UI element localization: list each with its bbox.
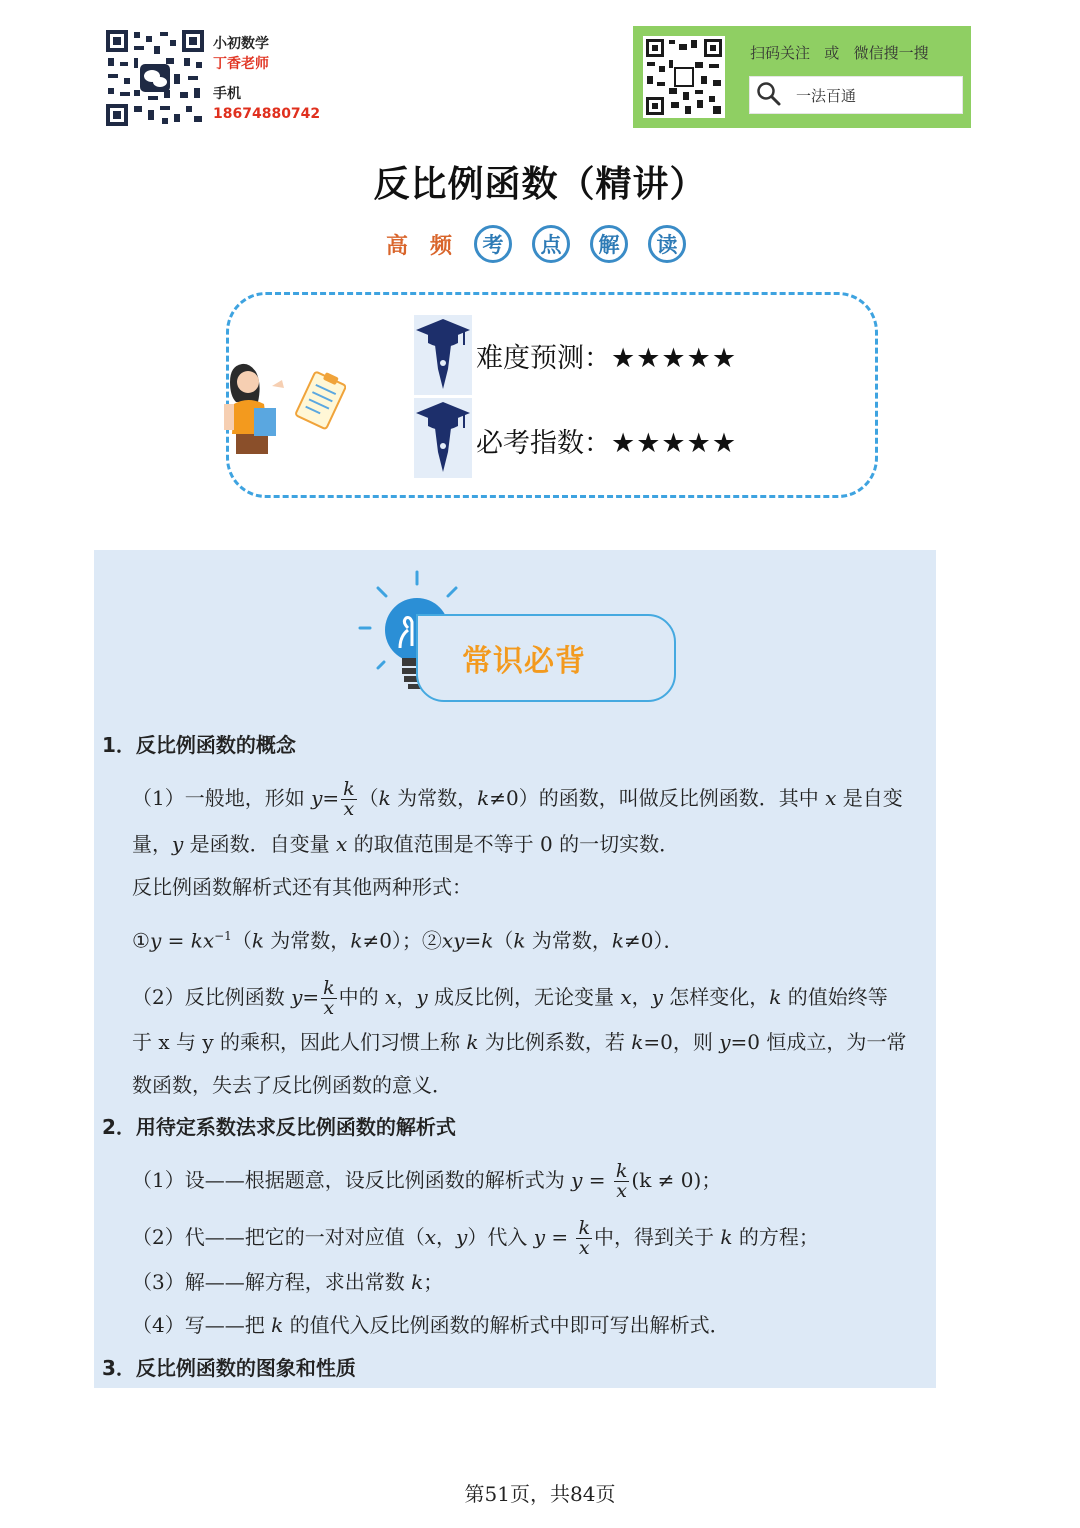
- paragraph: ①y = $kx^{-1}(k$ 为常数，k≠0）；②xy=k（k 为常数，k≠0）．: [132, 928, 684, 953]
- paragraph: 于 x 与 y 的乘积，因此人们习惯上称 k 为比例系数，若 k=0，则 y=0 恒成立，为一常: [132, 1030, 907, 1054]
- contact-line1: 小初数学: [213, 36, 269, 52]
- section-heading: 2．用待定系数法求反比例函数的解析式: [102, 1115, 456, 1139]
- contact-name: 丁香老师: [213, 56, 269, 72]
- search-text: 一法百通: [796, 87, 857, 105]
- section-heading: 1．反比例函数的概念: [102, 733, 296, 757]
- contact-phone-label: 手机: [213, 86, 241, 102]
- search-box: [749, 76, 963, 114]
- paragraph: 反比例函数解析式还有其他两种形式：: [132, 875, 472, 899]
- follow-text: 扫码关注 或 微信搜一搜: [750, 44, 929, 62]
- subtitle-circled-char: 读: [648, 225, 686, 263]
- follow-box: [633, 26, 971, 128]
- paragraph: （4）写——把 k 的值代入反比例函数的解析式中即可写出解析式．: [132, 1313, 730, 1337]
- page-title: 反比例函数（精讲）: [373, 164, 707, 205]
- paragraph: 数函数，失去了反比例函数的意义．: [132, 1073, 452, 1097]
- paragraph: （2）代——把它的一对对应值（x，y）代入 y = $\frac{k}{x}$ 中，得到关于 k 的方程；: [132, 1217, 819, 1259]
- contact-info: [213, 34, 320, 124]
- subtitle-banner: [386, 222, 706, 266]
- paragraph: （1）一般地，形如 y= $\frac{k}{x}$ （k 为常数，k≠0）的函数，叫做反比例函数．其中 x 是自变: [132, 778, 903, 820]
- rating-label: 难度预测：: [476, 343, 611, 374]
- exam-index-rating: [476, 421, 737, 460]
- official-account-qr-code: [643, 36, 725, 118]
- difficulty-rating: [476, 336, 737, 375]
- section-heading: 3．反比例函数的图象和性质: [102, 1356, 356, 1380]
- paragraph: （1）设——根据题意，设反比例函数的解析式为 y = $\frac{k}{x}$ (k ≠ 0)；: [132, 1160, 722, 1202]
- paragraph: （3）解——解方程，求出常数 k；: [132, 1270, 444, 1294]
- subtitle-circled-char: 考: [474, 225, 512, 263]
- wechat-qr-code: [104, 28, 206, 128]
- subtitle-char: 高: [386, 233, 411, 259]
- rating-stars: ★★★★★: [611, 343, 738, 374]
- paragraph: （2）反比例函数 y= $\frac{k}{x}$ 中的 x，y 成反比例，无论变量 x，y 怎样变化，k 的值始终等: [132, 977, 888, 1019]
- contact-phone: 18674880742: [213, 106, 321, 122]
- teacher-illustration: [214, 354, 346, 456]
- subtitle-circled-char: 点: [532, 225, 570, 263]
- subtitle-char: 频: [430, 233, 455, 259]
- banner-title: 常识必背: [462, 644, 586, 679]
- search-icon: [756, 81, 782, 107]
- rating-label: 必考指数：: [476, 428, 611, 459]
- paragraph: 量，y 是函数．自变量 x 的取值范围是不等于 0 的一切实数．: [132, 832, 680, 856]
- rating-stars: ★★★★★: [611, 428, 738, 459]
- graduation-pen-icon: [414, 315, 472, 395]
- graduation-pen-icon: [414, 398, 472, 478]
- page-number: 第51页，共84页: [464, 1482, 616, 1506]
- subtitle-circled-char: 解: [590, 225, 628, 263]
